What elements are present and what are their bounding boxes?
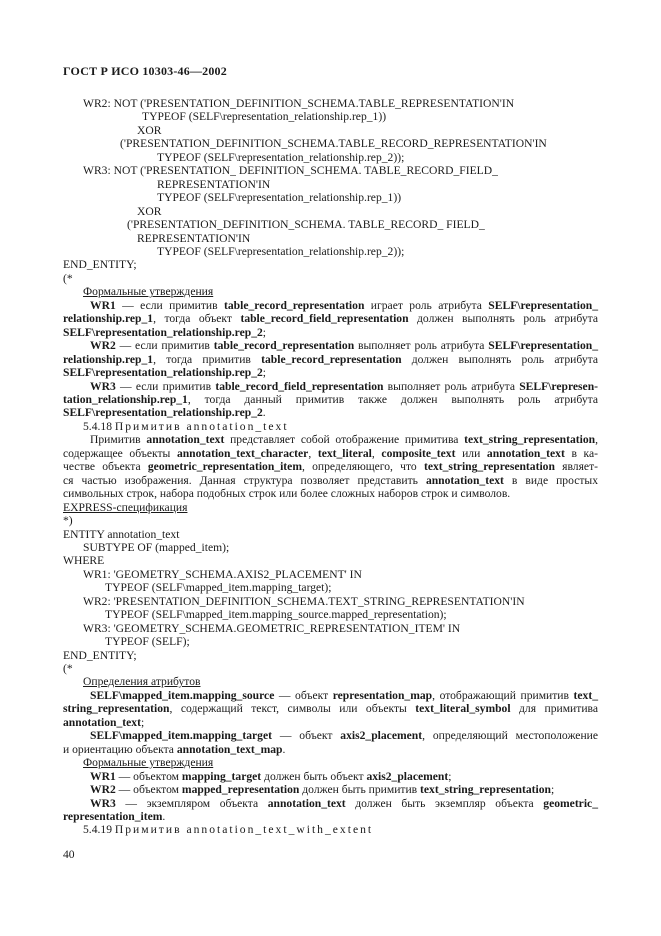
text-run: . <box>262 406 266 420</box>
subsection-heading <box>63 420 598 433</box>
term-bold: text_string_representation <box>423 460 555 474</box>
term-bold: axis2_placement <box>366 769 449 783</box>
term-bold: SELF\representation_relationship.rep_2 <box>63 366 263 380</box>
code-line: WR1: 'GEOMETRY_SCHEMA.AXIS2_PLACEMENT' IN <box>83 567 362 581</box>
text-run: , тогда примитив <box>153 352 262 366</box>
code-line: TYPEOF (SELF\mapped_item.mapping_source.mapped_representation); <box>105 608 447 622</box>
paragraph-line <box>63 447 598 460</box>
text-run: честве объекта <box>63 460 148 474</box>
section-heading: EXPRESS-спецификация <box>63 500 188 514</box>
paragraph-line <box>63 312 598 325</box>
text-run: должен быть примитив <box>299 783 421 797</box>
term-bold: mapped_representation <box>181 783 300 797</box>
text-run: — объектом <box>115 769 182 783</box>
term-bold: SELF\represen- <box>519 379 598 393</box>
code-line: WR2: NOT ('PRESENTATION_DEFINITION_SCHEMA.TABLE_REPRESENTATION'IN <box>83 97 515 110</box>
paragraph-line <box>63 299 598 312</box>
paragraph-line <box>63 380 598 393</box>
text-run: должен выполнять роль атрибута <box>401 352 598 366</box>
term-bold: annotation_text <box>486 446 565 460</box>
code-line: WR3: 'GEOMETRY_SCHEMA.GEOMETRIC_REPRESENTATION_ITEM' IN <box>83 621 461 635</box>
text-run: — объектом <box>115 783 182 797</box>
term-bold: SELF\representation_ <box>488 339 598 353</box>
text-run: и ориентацию объекта <box>63 742 177 756</box>
paragraph-line <box>63 406 598 419</box>
text-run: , <box>371 446 382 460</box>
term-bold: table_record_representation <box>224 298 365 312</box>
term-bold: table_record_representation <box>213 339 355 353</box>
term-bold: annotation_text <box>63 715 141 729</box>
term-bold: text_ <box>573 688 599 702</box>
paragraph-line <box>63 487 598 500</box>
text-run: должен выполнять роль атрибута <box>408 312 598 326</box>
text-run: , тогда данный примитив также должен выполнять роль атрибута <box>187 392 598 406</box>
code-line: TYPEOF (SELF\mapped_item.mapping_target); <box>105 581 332 595</box>
paragraph-line <box>63 339 598 352</box>
text-run: , определяющего, что <box>301 460 424 474</box>
document-header: ГОСТ Р ИСО 10303-46—2002 <box>63 64 227 78</box>
term-bold: WR2 <box>90 783 116 797</box>
page-number: 40 <box>63 848 75 861</box>
term-bold: SELF\mapped_item.mapping_target <box>90 729 272 743</box>
paragraph-line <box>63 393 598 406</box>
code-line: TYPEOF (SELF\representation_relationship.rep_1)) <box>142 110 387 124</box>
code-line: TYPEOF (SELF); <box>105 635 190 649</box>
text-run: должен быть объект <box>261 769 367 783</box>
text-run: , отображающий примитив <box>432 688 574 702</box>
term-bold: representation_map <box>332 688 433 702</box>
text-run: — объект <box>271 729 341 743</box>
paragraph-line <box>63 797 598 810</box>
term-bold: geometric_representation_item <box>147 460 302 474</box>
text-run: — экземпляром объекта <box>115 796 268 810</box>
paragraph-line <box>63 810 598 823</box>
term-bold: annotation_text <box>267 796 346 810</box>
term-bold: composite_text <box>381 446 456 460</box>
term-bold: mapping_target <box>181 769 262 783</box>
paragraph-line <box>63 702 598 715</box>
text-run: в виде простых <box>503 473 598 487</box>
text-run: ; <box>140 715 145 729</box>
subsection-heading <box>63 823 598 836</box>
text-run: , <box>595 433 599 447</box>
term-bold: representation_item <box>63 810 163 824</box>
paragraph-line <box>63 689 598 702</box>
text-run: — если примитив <box>115 298 225 312</box>
text-run: в ка- <box>564 446 598 460</box>
text-run: для примитива <box>510 702 598 716</box>
term-bold: table_record_representation <box>261 352 402 366</box>
term-bold: annotation_text <box>146 433 225 447</box>
code-line: (* <box>63 662 73 676</box>
text-run: выполняет роль атрибута <box>354 339 489 353</box>
text-run: ; <box>551 783 555 797</box>
section-heading: Определения атрибутов <box>83 675 201 689</box>
code-line: WHERE <box>63 554 105 568</box>
code-line: ('PRESENTATION_DEFINITION_SCHEMA.TABLE_RECORD_REPRESENTATION'IN <box>120 137 547 151</box>
text-run: ; <box>262 325 267 339</box>
term-bold: string_representation <box>63 702 170 716</box>
paragraph-line <box>63 460 598 473</box>
document-body <box>63 97 598 837</box>
code-line: END_ENTITY; <box>63 258 137 272</box>
term-bold: SELF\representation_ <box>488 298 598 312</box>
code-line: ('PRESENTATION_DEFINITION_SCHEMA. TABLE_RECORD_ FIELD_ <box>127 218 485 232</box>
text-run: символьных строк, набора подобных строк или более сложных наборов строк и символов. <box>63 487 511 501</box>
paragraph-line <box>63 433 598 446</box>
code-line: WR3: NOT ('PRESENTATION_ DEFINITION_SCHEMA. TABLE_RECORD_FIELD_ <box>83 164 498 178</box>
text-run: . <box>282 742 286 756</box>
paragraph-line <box>63 783 598 796</box>
code-line: XOR <box>137 123 162 137</box>
term-bold: annotation_text <box>425 473 504 487</box>
text-run: — если примитив <box>115 379 216 393</box>
term-bold: text_literal_symbol <box>415 702 511 716</box>
paragraph-line <box>63 729 598 742</box>
term-bold: WR2 <box>90 339 116 353</box>
paragraph-line <box>63 353 598 366</box>
paragraph-line <box>63 716 598 729</box>
term-bold: annotation_text_character <box>176 446 309 460</box>
section-heading: Формальные утверждения <box>83 285 214 299</box>
text-run: , <box>308 446 318 460</box>
term-bold: text_literal <box>317 446 372 460</box>
term-bold: table_record_field_representation <box>240 312 409 326</box>
term-bold: SELF\mapped_item.mapping_source <box>90 688 275 702</box>
term-bold: annotation_text_map <box>176 742 283 756</box>
text-run: Примитив <box>90 433 147 447</box>
text-run: , содержащий текст, символы или объекты <box>169 702 416 716</box>
subsection-number: 5.4.18 <box>83 419 115 433</box>
subsection-number: 5.4.19 <box>83 823 115 837</box>
term-bold: table_record_field_representation <box>215 379 384 393</box>
text-run: являет- <box>554 460 598 474</box>
code-line: (* <box>63 271 73 285</box>
text-run: ; <box>262 366 267 380</box>
code-line: TYPEOF (SELF\representation_relationship.rep_2)); <box>157 150 405 164</box>
text-run: — объект <box>274 688 333 702</box>
term-bold: relationship.rep_1 <box>63 352 154 366</box>
paragraph-line <box>63 326 598 339</box>
text-run: играет роль атрибута <box>364 298 489 312</box>
text-run: . <box>162 810 166 824</box>
code-line: END_ENTITY; <box>63 648 137 662</box>
subsection-title: Примитив annotation_text_with_extent <box>114 823 374 837</box>
text-run: , определяющий местоположение <box>422 729 598 743</box>
term-bold: geometric_ <box>543 796 598 810</box>
text-run: ся частью изображения. Данная структура позволяет представить <box>63 473 426 487</box>
text-run: — если примитив <box>115 339 214 353</box>
term-bold: WR3 <box>90 796 116 810</box>
code-line: ENTITY annotation_text <box>63 527 180 541</box>
text-run: выполняет роль атрибута <box>383 379 520 393</box>
code-line: WR2: 'PRESENTATION_DEFINITION_SCHEMA.TEXT_STRING_REPRESENTATION'IN <box>83 594 525 608</box>
code-line: *) <box>63 514 73 528</box>
paragraph-line <box>63 770 598 783</box>
term-bold: axis2_placement <box>340 729 423 743</box>
text-run: должен быть экземпляр объекта <box>345 796 544 810</box>
subsection-title: Примитив annotation_text <box>114 419 289 433</box>
code-line: XOR <box>137 204 162 218</box>
term-bold: text_string_representation <box>464 433 596 447</box>
term-bold: SELF\representation_relationship.rep_2 <box>63 406 263 420</box>
term-bold: SELF\representation_relationship.rep_2 <box>63 325 263 339</box>
paragraph-line <box>63 743 598 756</box>
term-bold: relationship.rep_1 <box>63 312 154 326</box>
term-bold: WR3 <box>90 379 116 393</box>
code-line: TYPEOF (SELF\representation_relationship.rep_2)); <box>157 244 405 258</box>
text-run: или <box>455 446 487 460</box>
code-line: REPRESENTATION'IN <box>157 177 271 191</box>
term-bold: text_string_representation <box>420 783 551 797</box>
term-bold: WR1 <box>90 769 116 783</box>
code-line: SUBTYPE OF (mapped_item); <box>83 540 230 554</box>
section-heading: Формальные утверждения <box>83 756 214 770</box>
text-run: ; <box>448 769 452 783</box>
text-run: содержащее объекты <box>63 446 177 460</box>
text-run: представляет собой отображение примитива <box>224 433 465 447</box>
text-run: , тогда объект <box>153 312 241 326</box>
code-line: REPRESENTATION'IN <box>137 231 251 245</box>
code-line: TYPEOF (SELF\representation_relationship.rep_1)) <box>157 191 402 205</box>
term-bold: tation_relationship.rep_1 <box>63 392 188 406</box>
term-bold: WR1 <box>90 298 116 312</box>
paragraph-line <box>63 474 598 487</box>
paragraph-line <box>63 366 598 379</box>
